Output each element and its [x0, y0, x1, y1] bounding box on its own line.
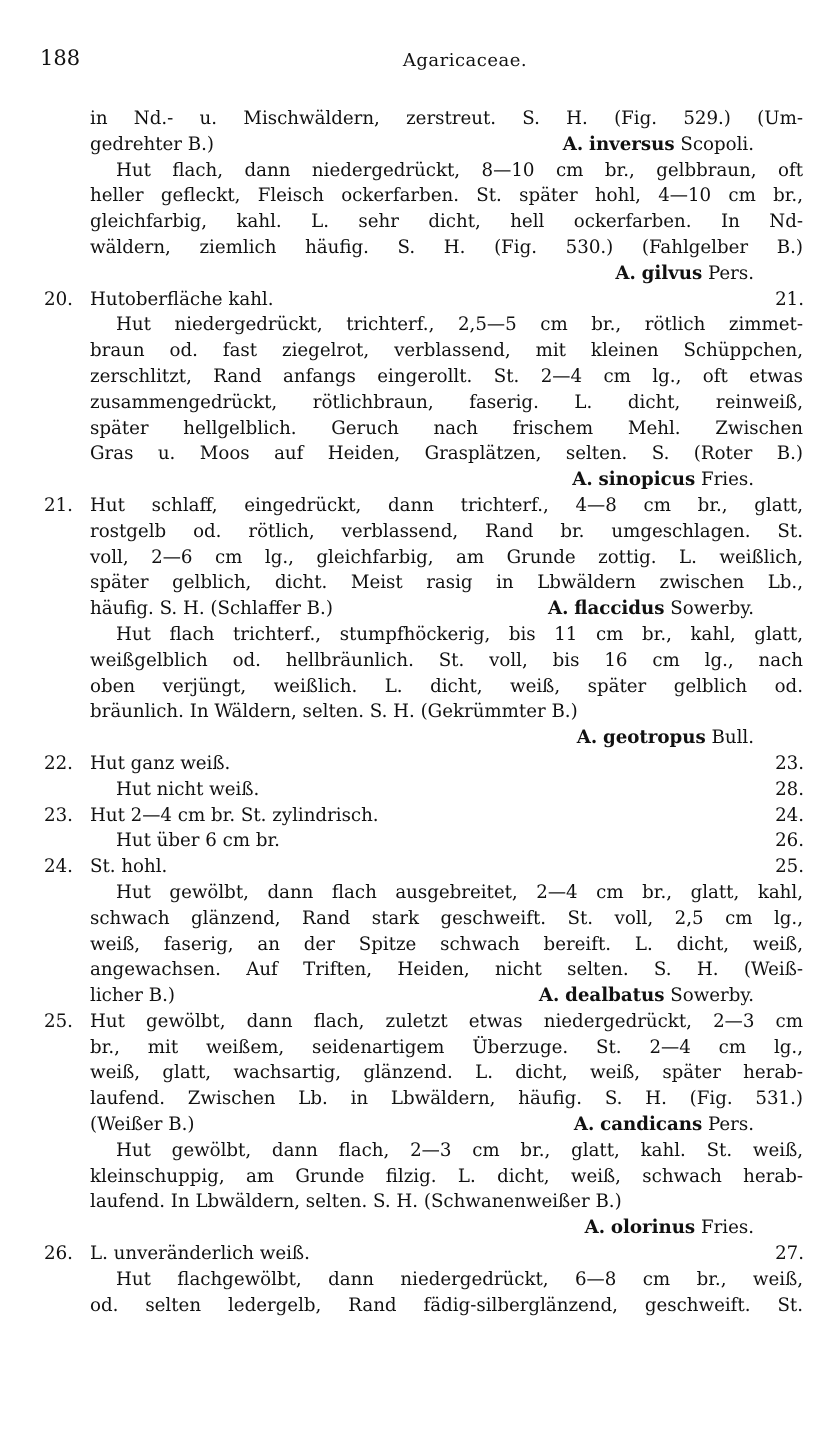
- text-line: [0, 932, 830, 958]
- line-text: zusammengedrückt, rötlichbraun, faserig. L. dicht, reinweiß,: [90, 391, 803, 413]
- common-name: licher B.): [90, 985, 176, 1007]
- line-text: zerschlitzt, Rand anfangs eingerollt. St. 2—4 cm lg., oft etwas: [90, 365, 803, 387]
- text-line: [0, 390, 830, 416]
- line-text: Hut schlaff, eingedrückt, dann trichterf., 4—8 cm br., glatt,: [90, 494, 803, 516]
- line-text: weiß, glatt, wachsartig, glänzend. L. dicht, weiß, später herab-: [90, 1062, 803, 1084]
- text-line: [0, 261, 830, 287]
- key-reference: 27.: [775, 1243, 804, 1265]
- line-text: Hutoberfläche kahl.: [90, 288, 274, 310]
- text-line: [0, 312, 830, 338]
- line-text: oben verjüngt, weißlich. L. dicht, weiß, später gelblich od.: [90, 675, 803, 697]
- key-number: 26.: [44, 1243, 73, 1265]
- line-text: St. hohl.: [90, 856, 168, 878]
- text-line: [0, 519, 830, 545]
- species-name: A. geotropus Bull.: [576, 727, 754, 749]
- species-name: A. inversus Scopoli.: [562, 133, 754, 155]
- species-name: A. sinopicus Fries.: [572, 469, 754, 491]
- line-text: laufend. Zwischen Lb. in Lbwäldern, häufig. S. H. (Fig. 531.): [90, 1088, 803, 1110]
- line-text: heller gefleckt, Fleisch ockerfarben. St. später hohl, 4—10 cm br.,: [90, 185, 803, 207]
- line-text: Hut 2—4 cm br. St. zylindrisch.: [90, 804, 379, 826]
- line-text: laufend. In Lbwäldern, selten. S. H. (Schwanenweißer B.): [90, 1191, 622, 1213]
- line-text: Hut flachgewölbt, dann niedergedrückt, 6—8 cm br., weiß,: [116, 1268, 803, 1290]
- text-line: [0, 441, 830, 467]
- key-reference: 26.: [775, 830, 804, 852]
- line-text: Hut ganz weiß.: [90, 752, 231, 774]
- text-line: [0, 1164, 830, 1190]
- line-text: wäldern, ziemlich häufig. S. H. (Fig. 530.) (Fahlgelber B.): [90, 236, 803, 258]
- line-text: Hut über 6 cm br.: [116, 830, 280, 852]
- line-text: od. selten ledergelb, Rand fädig-silberglänzend, geschweift. St.: [90, 1294, 803, 1316]
- text-line: [0, 596, 830, 622]
- line-text: braun od. fast ziegelrot, verblassend, mit kleinen Schüppchen,: [90, 340, 803, 362]
- key-number: 24.: [44, 856, 73, 878]
- line-text: Gras u. Moos auf Heiden, Grasplätzen, selten. S. (Roter B.): [90, 443, 803, 465]
- line-text: weiß, faserig, an der Spitze schwach bereift. L. dicht, weiß,: [90, 933, 803, 955]
- text-line: [0, 725, 830, 751]
- text-line: [0, 1189, 830, 1215]
- running-head: Agaricaceae.: [402, 50, 528, 71]
- text-line: [0, 106, 830, 132]
- key-number: 23.: [44, 804, 73, 826]
- line-text: kleinschuppig, am Grunde filzig. L. dicht, weiß, schwach herab-: [90, 1165, 803, 1187]
- line-text: bräunlich. In Wäldern, selten. S. H. (Gekrümmter B.): [90, 701, 578, 723]
- text-line: [0, 209, 830, 235]
- key-number: 22.: [44, 752, 73, 774]
- text-line: [0, 132, 830, 158]
- line-text: angewachsen. Auf Triften, Heiden, nicht selten. S. H. (Weiß-: [90, 959, 803, 981]
- key-number: 20.: [44, 288, 73, 310]
- key-reference: 24.: [775, 804, 804, 826]
- text-line: [0, 880, 830, 906]
- species-name: A. candicans Pers.: [573, 1114, 754, 1136]
- key-reference: 28.: [775, 778, 804, 800]
- text-line: [0, 1112, 830, 1138]
- key-number: 21.: [44, 494, 73, 516]
- text-line: [0, 1293, 830, 1319]
- text-line: [0, 1060, 830, 1086]
- key-line: [0, 1009, 830, 1035]
- text-line: [0, 467, 830, 493]
- species-name: A. olorinus Fries.: [584, 1217, 754, 1239]
- common-name: häufig. S. H. (Schlaffer B.): [90, 598, 333, 620]
- text-line: [0, 1086, 830, 1112]
- line-text: in Nd.- u. Mischwäldern, zerstreut. S. H. (Fig. 529.) (Um-: [90, 108, 803, 129]
- line-text: später gelblich, dicht. Meist rasig in Lbwäldern zwischen Lb.,: [90, 572, 803, 594]
- common-name: gedrehter B.): [90, 133, 215, 155]
- key-line: [0, 854, 830, 880]
- line-text: Hut flach, dann niedergedrückt, 8—10 cm br., gelbbraun, oft: [116, 159, 803, 181]
- line-text: Hut gewölbt, dann flach, 2—3 cm br., glatt, kahl. St. weiß,: [116, 1139, 803, 1161]
- text-line: [0, 235, 830, 261]
- text-line: [0, 699, 830, 725]
- line-text: voll, 2—6 cm lg., gleichfarbig, am Grunde zottig. L. weißlich,: [90, 546, 803, 568]
- key-line: [0, 493, 830, 519]
- text-line: [0, 648, 830, 674]
- text-line: [0, 545, 830, 571]
- text-line: [0, 906, 830, 932]
- key-line: [0, 777, 830, 803]
- text-line: [0, 570, 830, 596]
- key-reference: 21.: [775, 288, 804, 310]
- line-text: Hut gewölbt, dann flach, zuletzt etwas niedergedrückt, 2—3 cm: [90, 1010, 803, 1032]
- text-line: [0, 416, 830, 442]
- text-line: [0, 983, 830, 1009]
- key-number: 25.: [44, 1010, 73, 1032]
- key-line: [0, 803, 830, 829]
- line-text: Hut nicht weiß.: [116, 778, 260, 800]
- key-line: [0, 287, 830, 313]
- page-body: [0, 106, 830, 1318]
- line-text: später hellgelblich. Geruch nach frischem Mehl. Zwischen: [90, 417, 803, 439]
- text-line: [0, 1267, 830, 1293]
- text-line: [0, 957, 830, 983]
- key-reference: 25.: [775, 856, 804, 878]
- text-line: [0, 1215, 830, 1241]
- text-line: [0, 183, 830, 209]
- text-line: [0, 364, 830, 390]
- text-line: [0, 1138, 830, 1164]
- species-name: A. dealbatus Sowerby.: [538, 985, 754, 1007]
- line-text: br., mit weißem, seidenartigem Überzuge. St. 2—4 cm lg.,: [90, 1036, 803, 1058]
- line-text: L. unveränderlich weiß.: [90, 1243, 310, 1265]
- line-text: gleichfarbig, kahl. L. sehr dicht, hell ockerfarben. In Nd-: [90, 211, 803, 233]
- species-name: A. flaccidus Sowerby.: [547, 598, 754, 620]
- text-line: [0, 158, 830, 184]
- line-text: weißgelblich od. hellbräunlich. St. voll, bis 16 cm lg., nach: [90, 649, 803, 671]
- text-line: [0, 338, 830, 364]
- line-text: rostgelb od. rötlich, verblassend, Rand br. umgeschlagen. St.: [90, 520, 803, 542]
- common-name: (Weißer B.): [90, 1114, 195, 1136]
- key-reference: 23.: [775, 752, 804, 774]
- page-number: 188: [40, 46, 81, 70]
- page-header: [40, 46, 810, 76]
- text-line: [0, 674, 830, 700]
- species-name: A. gilvus Pers.: [615, 262, 754, 284]
- key-line: [0, 751, 830, 777]
- key-line: [0, 1241, 830, 1267]
- key-line: [0, 828, 830, 854]
- line-text: Hut gewölbt, dann flach ausgebreitet, 2—4 cm br., glatt, kahl,: [116, 881, 803, 903]
- line-text: Hut niedergedrückt, trichterf., 2,5—5 cm br., rötlich zimmet-: [116, 314, 803, 336]
- text-line: [0, 1035, 830, 1061]
- line-text: schwach glänzend, Rand stark geschweift. St. voll, 2,5 cm lg.,: [90, 907, 803, 929]
- text-line: [0, 622, 830, 648]
- line-text: Hut flach trichterf., stumpfhöckerig, bis 11 cm br., kahl, glatt,: [116, 623, 803, 645]
